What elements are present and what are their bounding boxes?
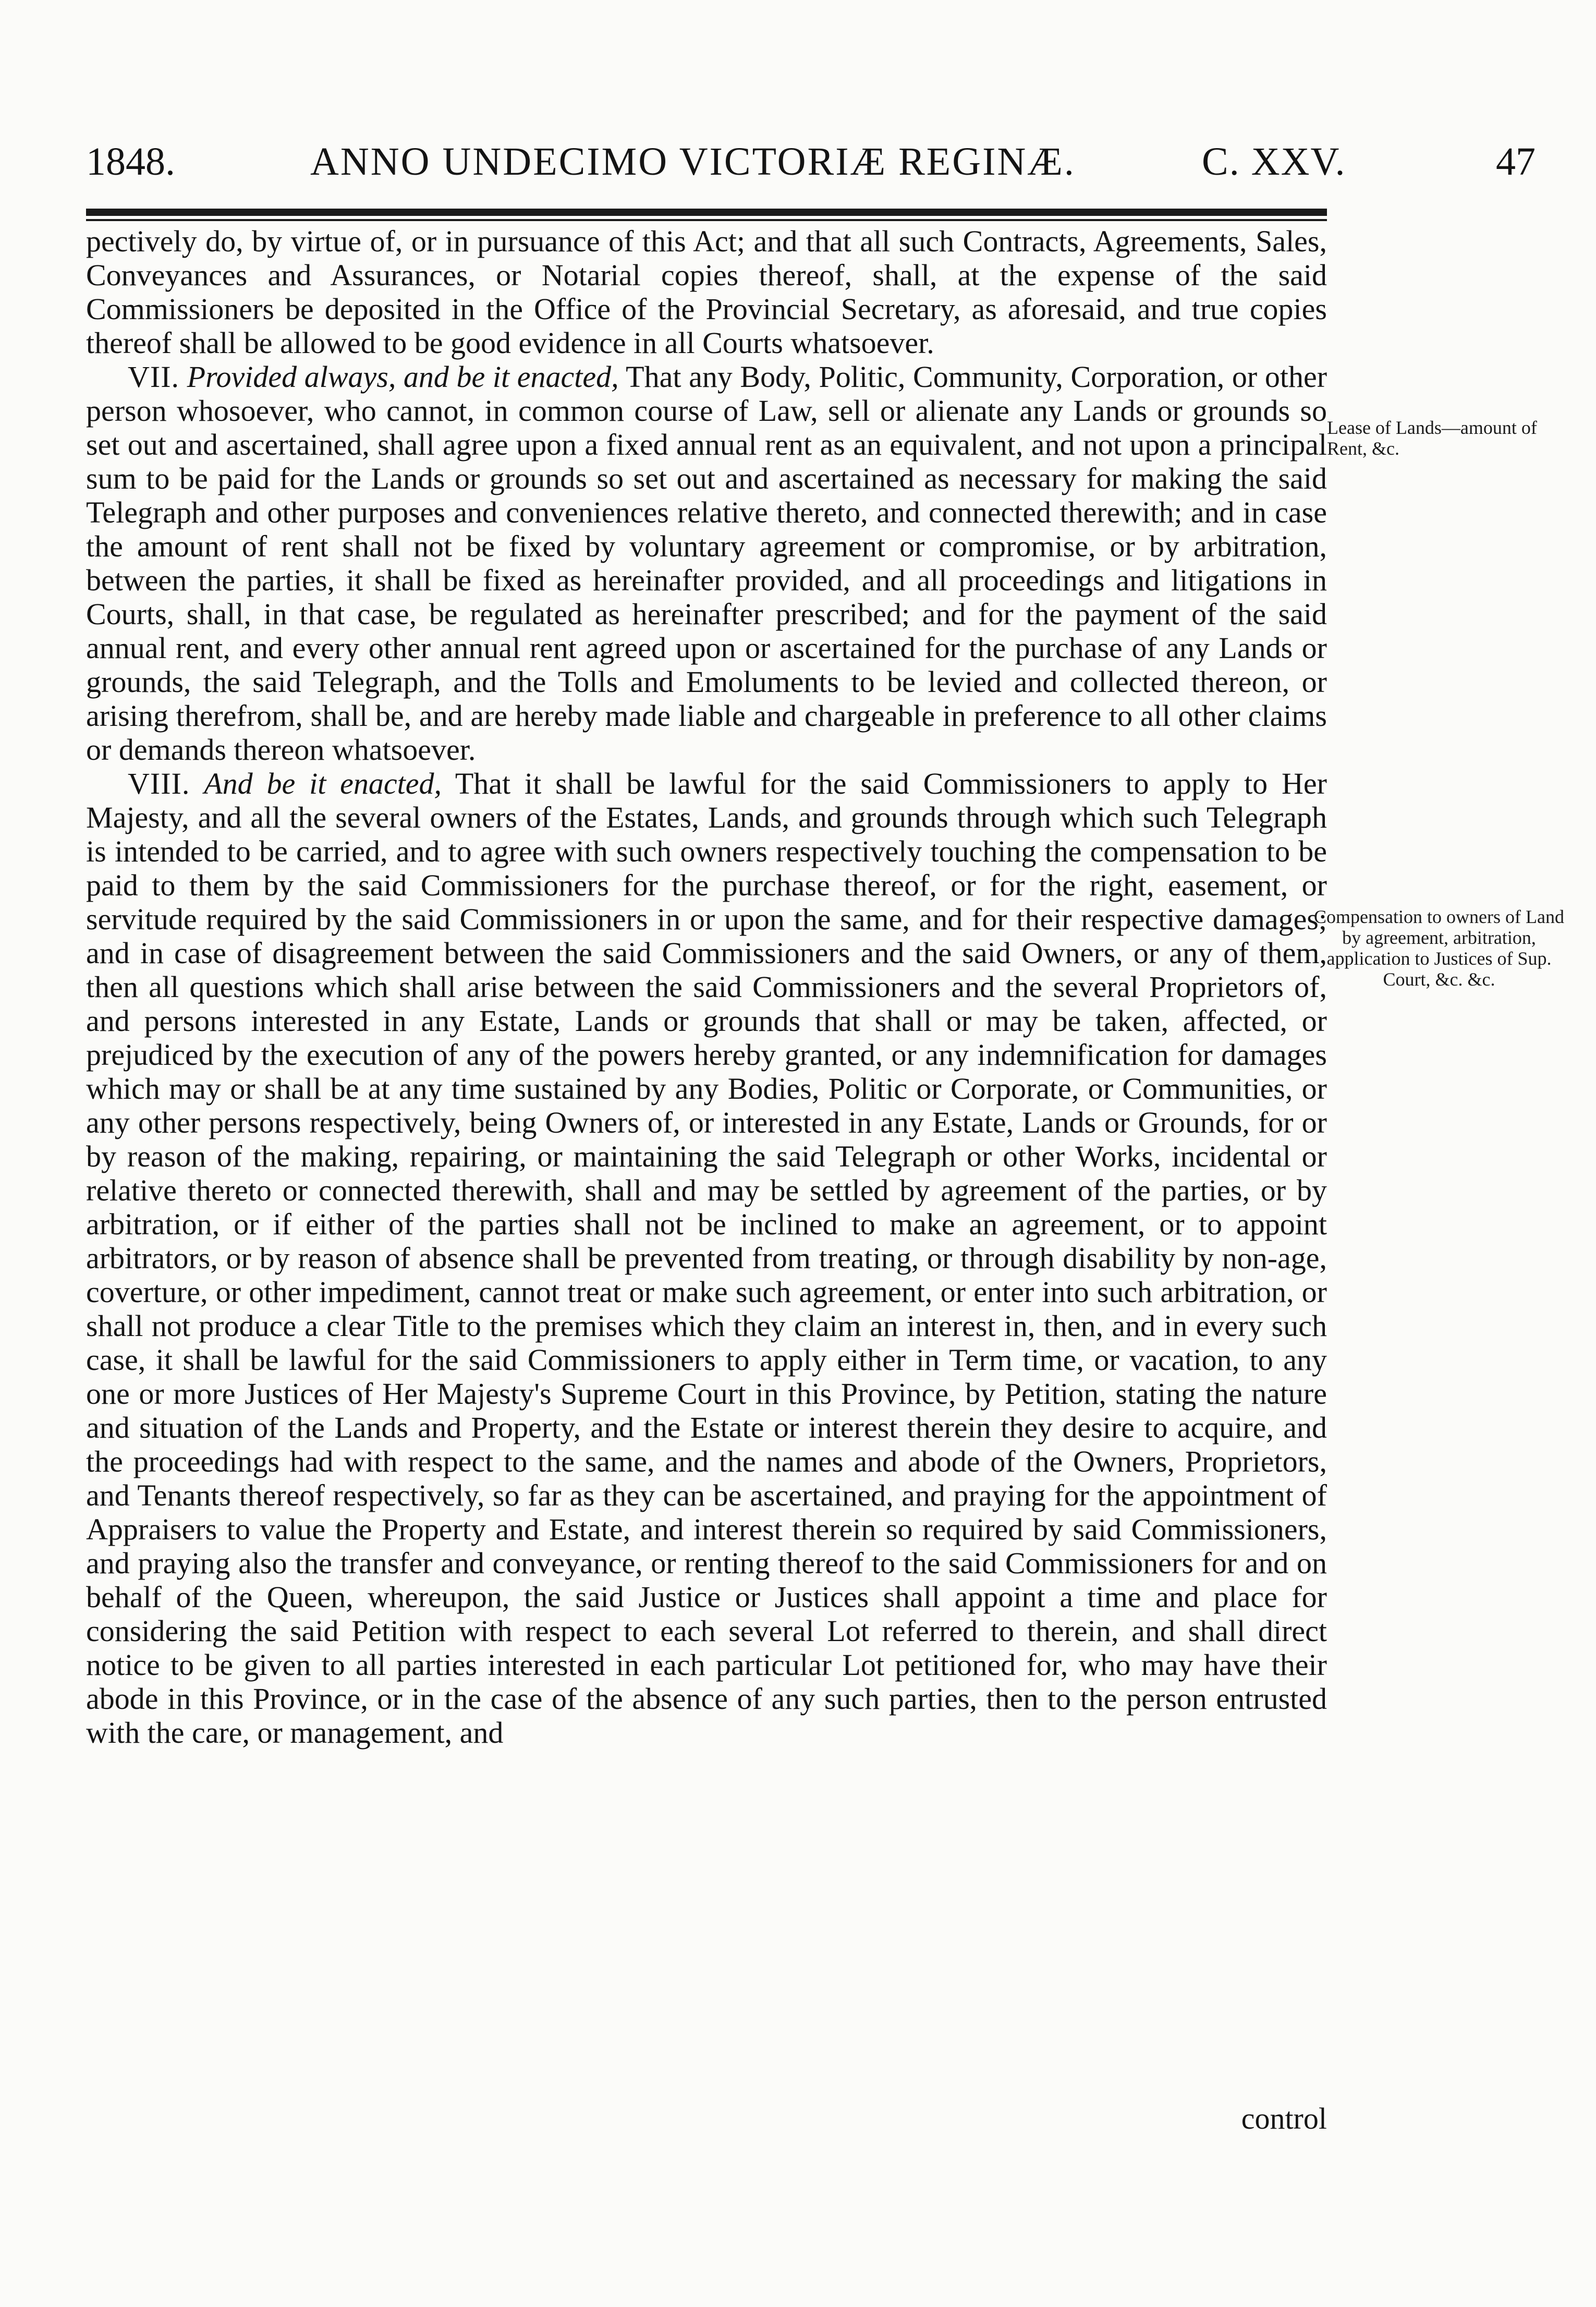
header-year: 1848. [86, 140, 175, 184]
section-7-enacting-clause: Provided always, and be it enacted, [187, 360, 619, 394]
continuation-paragraph: pectively do, by virtue of, or in pursuance of this Act; and that all such Contracts, Agreements, Sales, Conveyances and Assurances, or Notarial copies thereof, shall, at the expense of the said Commissioners be deposited in the Office of the Provincial Secretary, as aforesaid, and true copies thereof shall be allowed to be good evidence in all Courts whatsoever. [86, 224, 1327, 360]
section-8 [86, 767, 1327, 1750]
header-chapter: C. XXV. [1202, 140, 1346, 184]
section-7-text: That any Body, Politic, Community, Corporation, or other person whosoever, who cannot, in common course of Law, sell or alienate any Lands or grounds so set out and ascertained, shall agree upon a fixed annual rent as an equivalent, and not upon a principal sum to be paid for the Lands or grounds so set out and ascertained as necessary for making the said Telegraph and other purposes and conveniences relative thereto, and connected therewith; and in case the amount of rent shall not be fixed by voluntary agreement or compromise, or by arbitration, between the parties, it shall be fixed as hereinafter provided, and all proceedings and litigations in Courts, shall, in that case, be regulated as hereinafter prescribed; and for the payment of the said annual rent, and every other annual rent agreed upon or ascertained for the purchase of any Lands or grounds, the said Telegraph, and the Tolls and Emoluments to be levied and collected thereon, or arising therefrom, shall be, and are hereby made liable and chargeable in preference to all other claims or demands thereon whatsoever. [86, 360, 1327, 767]
catchword: control [1241, 2102, 1327, 2135]
header-rule-thin [86, 219, 1327, 221]
page-number: 47 [1496, 140, 1536, 184]
section-8-text: That it shall be lawful for the said Commissioners to apply to Her Majesty, and all the several owners of the Estates, Lands, and grounds through which such Telegraph is intended to be carried, and to agree with such owners respectively touching the compensation to be paid to them by the said Commissioners for the purchase thereof, or for the right, easement, or servitude required by the said Commissioners in or upon the same, and for their respective damages; and in case of disagreement between the said Commissioners and the said Owners, or any of them, then all questions which shall arise between the said Commissioners and the several Proprietors of, and persons interested in any Estate, Lands or grounds that shall or may be taken, affected, or prejudiced by the execution of any of the powers hereby granted, or any indemnification for damages which may or shall be at any time sustained by any Bodies, Politic or Corporate, or Communities, or any other persons respectively, being Owners of, or interested in any Estate, Lands or Grounds, for or by reason of the making, repairing, or maintaining the said Telegraph or other Works, incidental or relative thereto or connected therewith, shall and may be settled by agreement of the parties, or by arbitration, or if either of the parties shall not be inclined to make an agreement, or to appoint arbitrators, or by reason of absence shall be prevented from treating, or through disability by non-age, coverture, or other impediment, cannot treat or make such agreement, or enter into such arbitration, or shall not produce a clear Title to the premises which they claim an interest in, then, and in every such case, it shall be lawful for the said Commissioners to apply either in Term time, or vacation, to any one or more Justices of Her Majesty's Supreme Court in this Province, by Petition, stating the nature and situation of the Lands and Property, and the Estate or interest therein they desire to acquire, and the proceedings had with respect to the same, and the names and abode of the Owners, Proprietors, and Tenants thereof respectively, so far as they can be ascertained, and praying for the appointment of Appraisers to value the Property and Estate, and interest therein so required by said Commissioners, and praying also the transfer and conveyance, or renting thereof to the said Commissioners for and on behalf of the Queen, whereupon, the said Justice or Justices shall appoint a time and place for considering the said Petition with respect to each several Lot referred to therein, and shall direct notice to be given to all parties interested in each particular Lot petitioned for, who may have their abode in this Province, or in the case of the absence of any such parties, then to the person entrusted with the care, or management, and [86, 767, 1327, 1750]
section-8-number: VIII. [128, 767, 190, 800]
section-7-number: VII. [128, 360, 180, 394]
running-head [86, 130, 1536, 193]
section-8-enacting-clause: And be it enacted, [204, 767, 442, 800]
margin-note-compensation: Compensation to owners of Land by agreement, arbitration, application to Justices of Sup. Court, &c. &c. [1314, 906, 1564, 990]
header-title: ANNO UNDECIMO VICTORIÆ REGINÆ. [310, 140, 1076, 184]
margin-note-lease: Lease of Lands—amount of Rent, &c. [1327, 417, 1537, 459]
header-rule-thick [86, 209, 1327, 216]
body-text [86, 224, 1327, 1750]
section-7 [86, 360, 1327, 767]
